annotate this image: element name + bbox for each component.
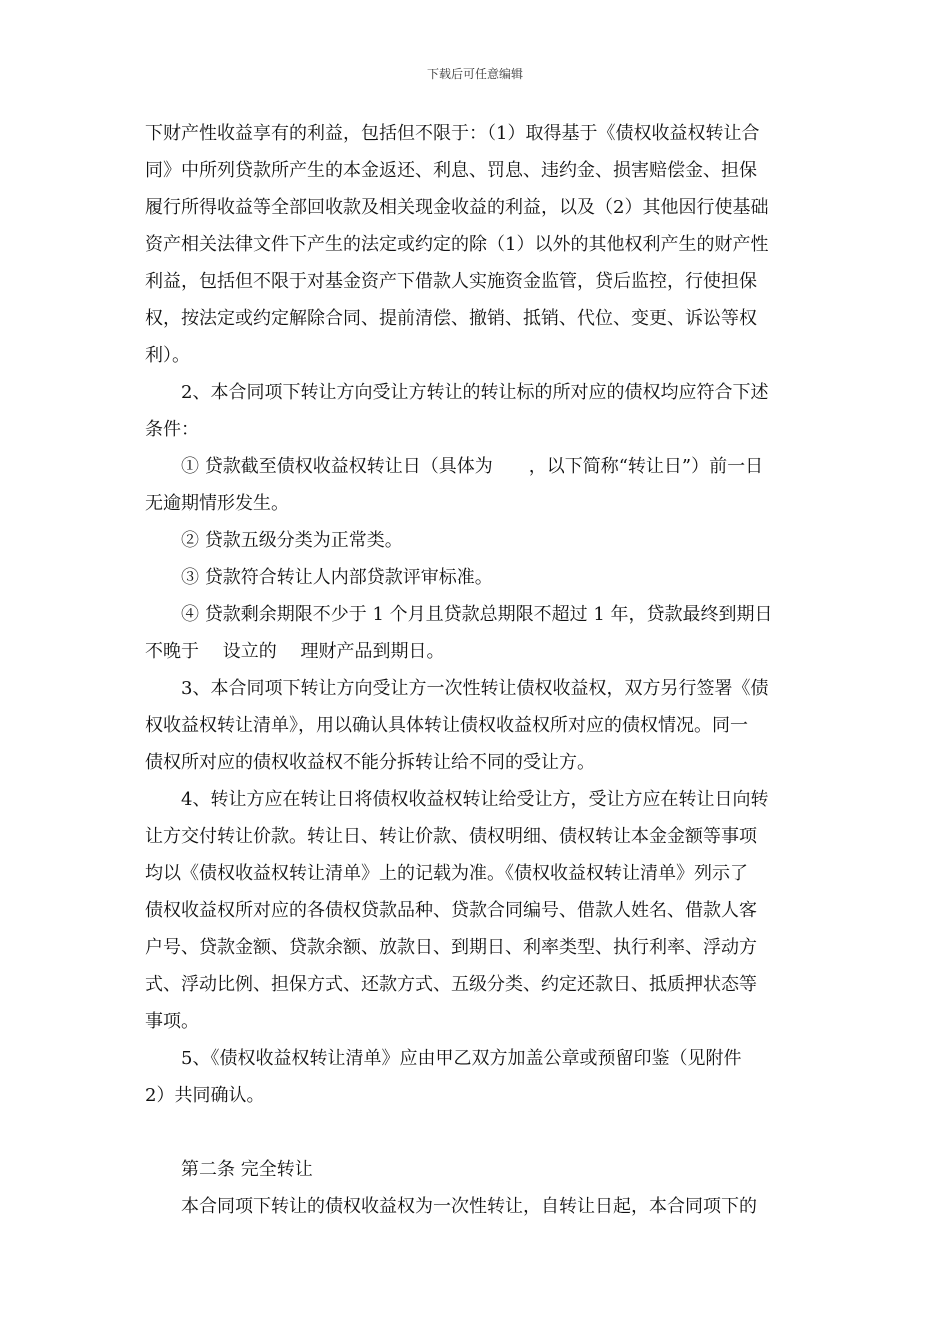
paragraph-rights-continuation bbox=[145, 115, 807, 374]
text-line: 第二条 完全转让 bbox=[181, 1159, 313, 1180]
text-line: ③ 贷款符合转让人内部贷款评审标准。 bbox=[181, 567, 493, 588]
section-2-body bbox=[145, 1188, 807, 1225]
text-line: ② 贷款五级分类为正常类。 bbox=[181, 530, 403, 551]
text-line: 式、浮动比例、担保方式、还款方式、五级分类、约定还款日、抵质押状态等 bbox=[145, 974, 757, 995]
paragraph-clause-5 bbox=[145, 1040, 807, 1114]
condition-item-3 bbox=[145, 559, 807, 596]
text-line: 权，按法定或约定解除合同、提前清偿、撤销、抵销、代位、变更、诉讼等权 bbox=[145, 308, 757, 329]
text-line: 2）共同确认。 bbox=[145, 1085, 265, 1106]
text-line: 让方交付转让价款。转让日、转让价款、债权明细、债权转让本金金额等事项 bbox=[145, 826, 757, 847]
text-line: 资产相关法律文件下产生的法定或约定的除（1）以外的其他权利产生的财产性 bbox=[145, 234, 769, 255]
condition-item-2 bbox=[145, 522, 807, 559]
text-line: 5、《债权收益权转让清单》应由甲乙双方加盖公章或预留印鉴（见附件 bbox=[181, 1048, 742, 1069]
text-line: 利）。 bbox=[145, 345, 190, 366]
text-line: ④ 贷款剩余期限不少于 1 个月且贷款总期限不超过 1 年，贷款最终到期日 bbox=[181, 604, 773, 625]
text-line: 2、本合同项下转让方向受让方转让的转让标的所对应的债权均应符合下述 bbox=[181, 382, 769, 403]
text-line: 利益，包括但不限于对基金资产下借款人实施资金监管，贷后监控，行使担保 bbox=[145, 271, 757, 292]
paragraph-clause-2 bbox=[145, 374, 807, 448]
text-line: 下财产性收益享有的利益，包括但不限于：（1）取得基于《债权收益权转让合 bbox=[145, 123, 760, 144]
condition-item-1 bbox=[145, 448, 807, 522]
text-line: 债权所对应的债权收益权不能分拆转让给不同的受让方。 bbox=[145, 752, 595, 773]
text-line: 条件： bbox=[145, 419, 199, 440]
text-line: 户号、贷款金额、贷款余额、放款日、到期日、利率类型、执行利率、浮动方 bbox=[145, 937, 757, 958]
page-header: 下载后可任意编辑 bbox=[426, 67, 523, 81]
text-line: ① 贷款截至债权收益权转让日（具体为 ，以下简称“转让日”）前一日 bbox=[181, 456, 764, 477]
text-line: 同》中所列贷款所产生的本金返还、利息、罚息、违约金、损害赔偿金、担保 bbox=[145, 160, 757, 181]
paragraph-clause-3 bbox=[145, 670, 807, 781]
text-line: 权收益权转让清单》，用以确认具体转让债权收益权所对应的债权情况。同一 bbox=[145, 715, 748, 736]
section-2-title bbox=[145, 1151, 807, 1188]
text-line: 债权收益权所对应的各债权贷款品种、贷款合同编号、借款人姓名、借款人客 bbox=[145, 900, 757, 921]
condition-item-4 bbox=[145, 596, 807, 670]
text-line: 事项。 bbox=[145, 1011, 199, 1032]
text-line: 不晚于 设立的 理财产品到期日。 bbox=[145, 641, 445, 662]
text-line: 均以《债权收益权转让清单》上的记载为准。《债权收益权转让清单》列示了 bbox=[145, 863, 748, 884]
text-line: 本合同项下转让的债权收益权为一次性转让，自转让日起，本合同项下的 bbox=[181, 1196, 757, 1217]
text-line: 履行所得收益等全部回收款及相关现金收益的利益，以及（2）其他因行使基础 bbox=[145, 197, 769, 218]
text-line: 4、转让方应在转让日将债权收益权转让给受让方，受让方应在转让日向转 bbox=[181, 789, 769, 810]
text-line: 无逾期情形发生。 bbox=[145, 493, 289, 514]
text-line: 3、本合同项下转让方向受让方一次性转让债权收益权，双方另行签署《债 bbox=[181, 678, 769, 699]
paragraph-clause-4 bbox=[145, 781, 807, 1040]
